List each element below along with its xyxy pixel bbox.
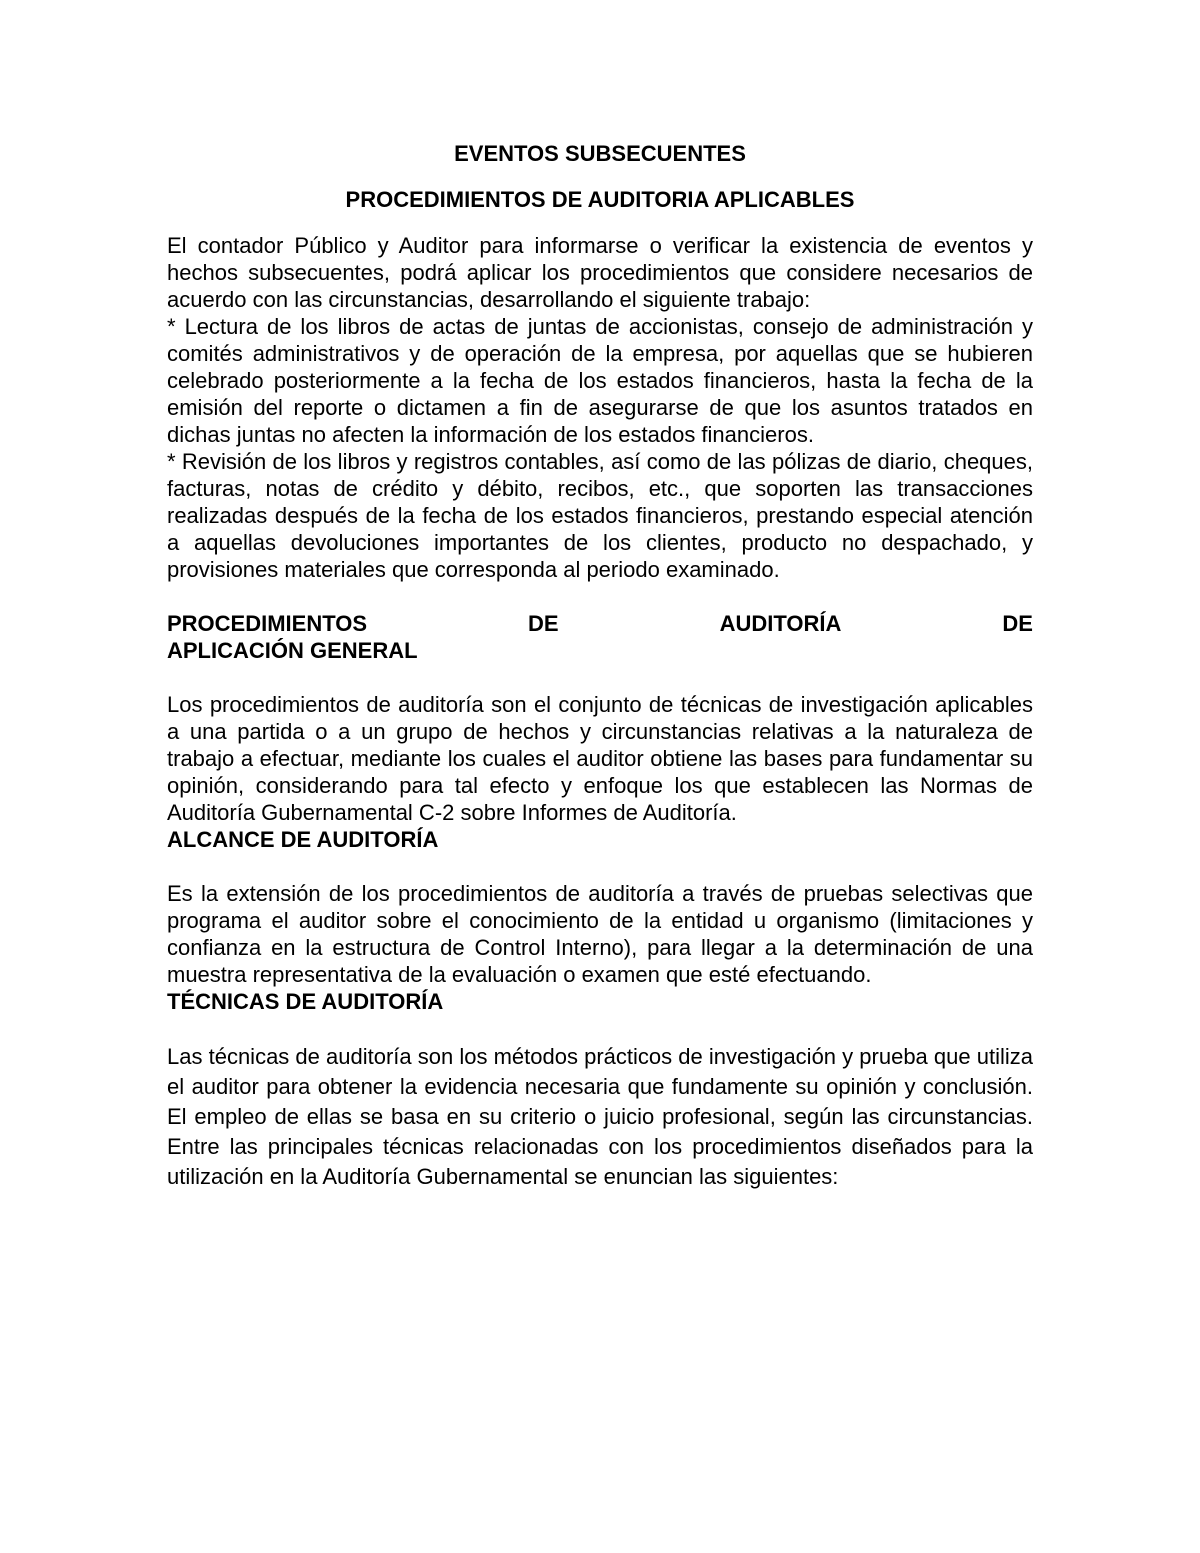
general-procedures-heading (167, 610, 1033, 664)
general-heading-line-2: APLICACIÓN GENERAL (167, 638, 418, 663)
bullet-paragraph-1: * Lectura de los libros de actas de juntas de accionistas, consejo de administración y comités administrativos y de operación de la empresa, por aquellas que se hubieren celebrado posteriormente a la fecha de los estados financieros, hasta la fecha de la emisión del reporte o dictamen a fin de asegurarse de que los asuntos tratados en dichas juntas no afecten la información de los estados financieros. (167, 314, 1033, 447)
tecnicas-heading: TÉCNICAS DE AUDITORÍA (167, 989, 444, 1014)
alcance-heading: ALCANCE DE AUDITORÍA (167, 827, 439, 852)
general-procedures-paragraph: Los procedimientos de auditoría son el conjunto de técnicas de investigación aplicables a una partida o a un grupo de hechos y circunstancias relativas a la naturaleza de trabajo a efectuar, mediante los cuales el auditor obtiene las bases para fundamentar su opinión, considerando para tal efecto y enfoque los que establecen las Normas de Auditoría Gubernamental C-2 sobre Informes de Auditoría. (167, 692, 1033, 825)
document-title: EVENTOS SUBSECUENTES (454, 141, 746, 166)
general-heading-line-1 (167, 610, 1033, 637)
document-content (167, 138, 1033, 1192)
bullet-paragraph-2: * Revisión de los libros y registros contables, así como de las pólizas de diario, cheques, facturas, notas de crédito y débito, recibos, etc., que soporten las transacciones realizadas después de la fecha de los estados financieros, prestando especial atención a aquellas devoluciones importantes de los clientes, producto no despachado, y provisiones materiales que corresponda al periodo examinado. (167, 449, 1033, 582)
general-heading-word-1: PROCEDIMIENTOS (167, 611, 368, 636)
alcance-paragraph: Es la extensión de los procedimientos de auditoría a través de pruebas selectivas que programa el auditor sobre el conocimiento de la entidad u organismo (limitaciones y confianza en la estructura de Control Interno), para llegar a la determinación de una muestra representativa de la evaluación o examen que esté efectuando. (167, 881, 1033, 987)
general-heading-word-2: DE (528, 611, 559, 636)
tecnicas-paragraph: Las técnicas de auditoría son los métodos prácticos de investigación y prueba que utiliza el auditor para obtener la evidencia necesaria que fundamente su opinión y conclusión. El empleo de ellas se basa en su criterio o juicio profesional, según las circunstancias. Entre las principales técnicas relacionadas con los procedimientos diseñados para la utilización en la Auditoría Gubernamental se enuncian las siguientes: (167, 1044, 1033, 1189)
general-heading-word-3: AUDITORÍA (719, 611, 842, 636)
document-subtitle: PROCEDIMIENTOS DE AUDITORIA APLICABLES (345, 187, 855, 212)
intro-paragraph: El contador Público y Auditor para informarse o verificar la existencia de eventos y hechos subsecuentes, podrá aplicar los procedimientos que considere necesarios de acuerdo con las circunstancias, desarrollando el siguiente trabajo: (167, 233, 1033, 312)
general-heading-word-4: DE (1002, 611, 1033, 636)
